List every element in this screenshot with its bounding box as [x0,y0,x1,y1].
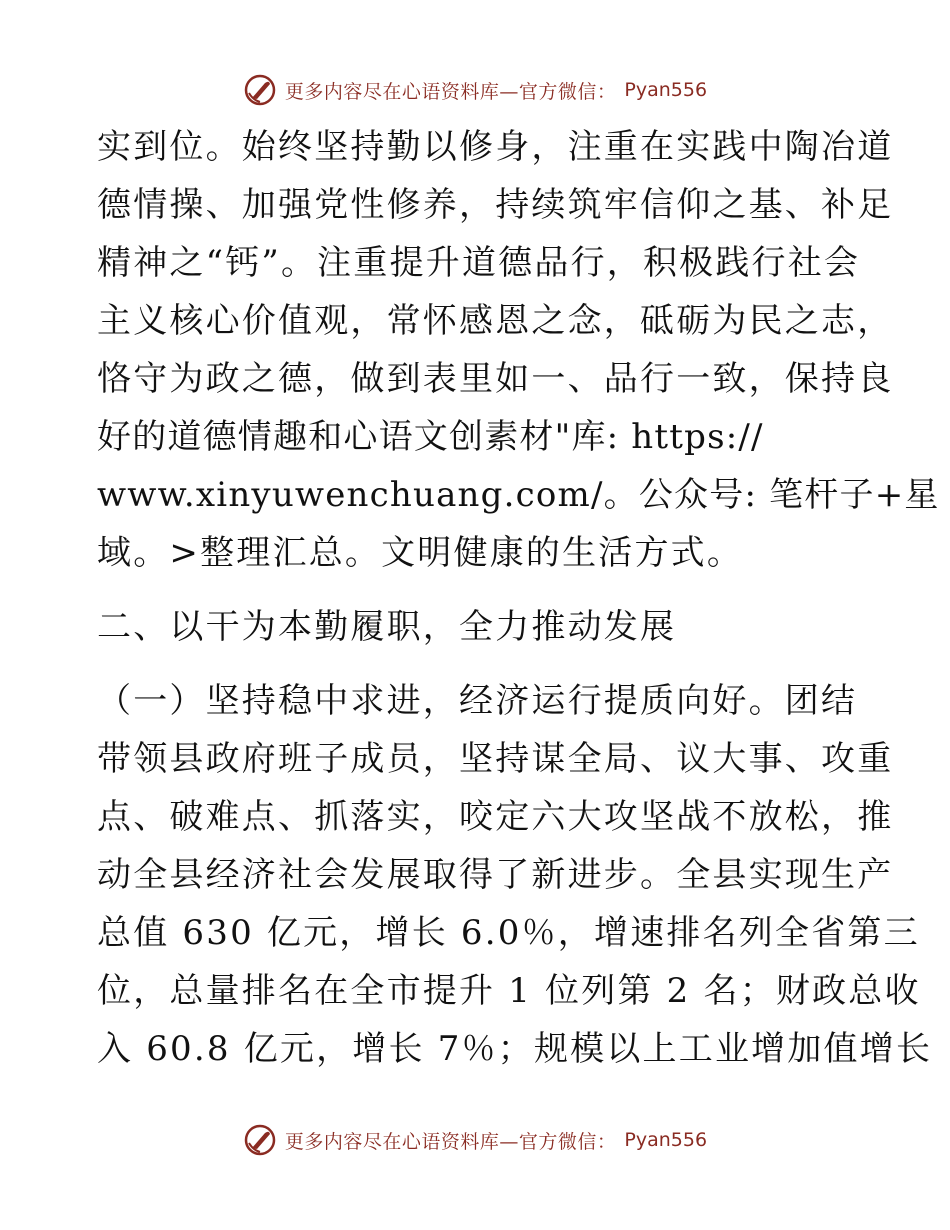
section-heading: 二、以干为本勤履职，全力推动发展 [97,607,677,647]
paragraph-2 [97,672,933,1078]
banner-text: 更多内容尽在心语资料库—官方微信： [284,1130,617,1153]
text-line: 域。>整理汇总。文明健康的生活方式。 [97,533,744,573]
text-line: 点、破难点、抓落实，咬定六大攻坚战不放松，推 [97,797,894,837]
banner-wechat-id: Pyan556 [624,79,708,101]
text-line: 好的道德情趣和心语文创素材"库: https:// [97,417,764,457]
text-line: 主义核心价值观，常怀感恩之念，砥砺为民之志， [97,301,894,341]
text-line: www.xinyuwenchuang.com/。公众号: 笔杆子+星 [97,475,940,515]
banner-wechat-id: Pyan556 [624,1129,708,1151]
banner-text: 更多内容尽在心语资料库—官方微信： [284,80,617,103]
quill-logo-icon [243,73,277,107]
header-banner [0,68,950,112]
text-line: 动全县经济社会发展取得了新进步。全县实现生产 [97,855,894,895]
text-line: 位，总量排名在全市提升 1 位列第 2 名；财政总收 [97,971,921,1011]
quill-logo-icon [243,1123,277,1157]
text-line: 实到位。始终坚持勤以修身，注重在实践中陶冶道 [97,127,894,167]
text-line: （一）坚持稳中求进，经济运行提质向好。团结 [97,681,858,721]
paragraph-1 [97,118,940,582]
text-line: 入 60.8 亿元，增长 7％；规模以上工业增加值增长 [97,1029,933,1069]
text-line: 总值 630 亿元，增长 6.0％，增速排名列全省第三 [97,913,920,953]
document-body [97,118,940,1078]
text-line: 精神之“钙”。注重提升道德品行，积极践行社会 [97,243,861,283]
footer-banner [0,1118,950,1162]
text-line: 恪守为政之德，做到表里如一、品行一致，保持良 [97,359,894,399]
text-line: 带领县政府班子成员，坚持谋全局、议大事、攻重 [97,739,894,779]
text-line: 德情操、加强党性修养，持续筑牢信仰之基、补足 [97,185,894,225]
